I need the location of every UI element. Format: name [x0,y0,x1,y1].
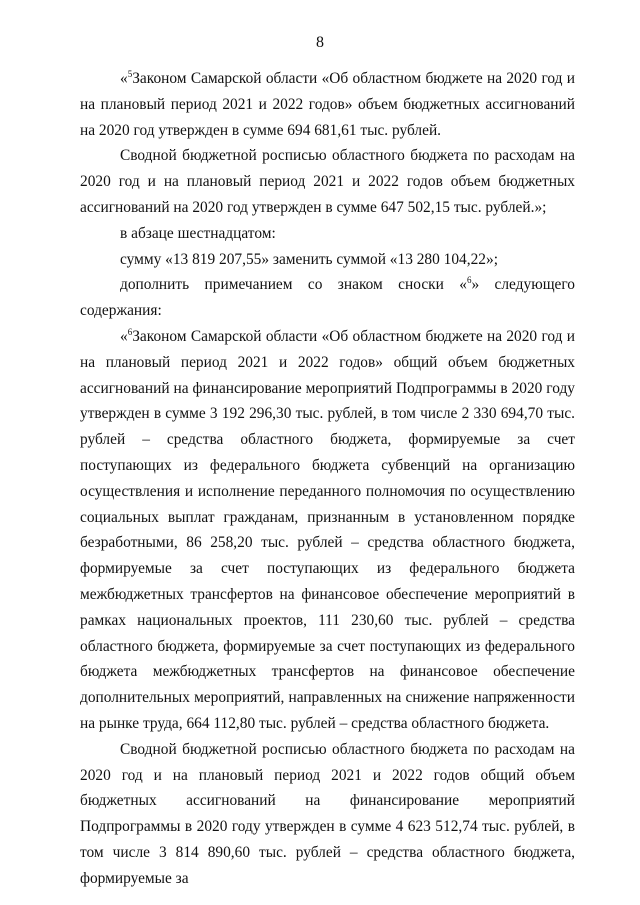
paragraph-add-footnote [80,272,575,324]
page-number: 8 [316,34,324,51]
paragraph-footnote-5 [80,66,575,143]
paragraph-replace-sum: сумму «13 819 207,55» заменить суммой «13 280 104,22»; [120,250,498,268]
paragraph-footnote-6 [80,324,575,737]
footnote-marker-6: 6 [127,326,133,337]
paragraph-text: Законом Самарской области «Об областном бюджете на 2020 год и на плановый период 2021 и 2022 годов» общий объем бюджетных ассигнований на финансирование мероприятий Подпрограммы в 2020 году утвержден в сумме 3 192 296,30 тыс. рублей, в том числе 2 330 694,70 тыс. рублей – средства областного бюджета, формируемые за счет поступающих из федерального бюджета субвенций на организацию осуществления и исполнение переданного полномочия по осуществлению социальных выплат гражданам, признанным в установленном порядке безработными, 86 258,20 тыс. рублей – средства областного бюджета, формируемые за счет поступающих из федерального бюджета межбюджетных трансфертов на финансовое обеспечение мероприятий в рамках национальных проектов, 111 230,60 тыс. рублей – средства областного бюджета, формируемые за счет поступающих из федерального бюджета межбюджетных трансфертов на финансовое обеспечение дополнительных мероприятий, направленных на снижение напряженности на рынке труда, 664 112,80 тыс. рублей – средства областного бюджета. [80,327,575,732]
footnote-marker-5: 5 [127,69,133,79]
paragraph-text: дополнить примечанием со знаком сноски « [120,276,467,294]
paragraph-instruction: в абзаце шестнадцатом: [120,224,276,242]
document-body [80,66,575,892]
opening-quote: « [120,327,128,345]
paragraph-text: » следующего содержания: [80,276,576,320]
footnote-marker-6: 6 [466,275,472,286]
opening-quote: « [120,70,128,87]
paragraph-consolidated-budget-1: Сводной бюджетной росписью областного бюджета по расходам на 2020 год и на плановый период 2021 и 2022 годов объем бюджетных ассигнований на 2020 год утвержден в сумме 647 502,15 тыс. рублей.»; [80,147,575,216]
paragraph-consolidated-budget-2: Сводной бюджетной росписью областного бюджета по расходам на 2020 год и на плановый период 2021 и 2022 годов общий объем бюджетных ассигнований на финансирование мероприятий Подпрограммы в 2020 году утвержден в сумме 4 623 512,74 тыс. рублей, в том числе 3 814 890,60 тыс. рублей – средства областного бюджета, формируемые за [80,740,575,887]
paragraph-text: Законом Самарской области «Об областном бюджете на 2020 год и на плановый период 2021 и 2022 годов» объем бюджетных ассигнований на 2020 год утвержден в сумме 694 681,61 тыс. рублей. [80,70,575,139]
